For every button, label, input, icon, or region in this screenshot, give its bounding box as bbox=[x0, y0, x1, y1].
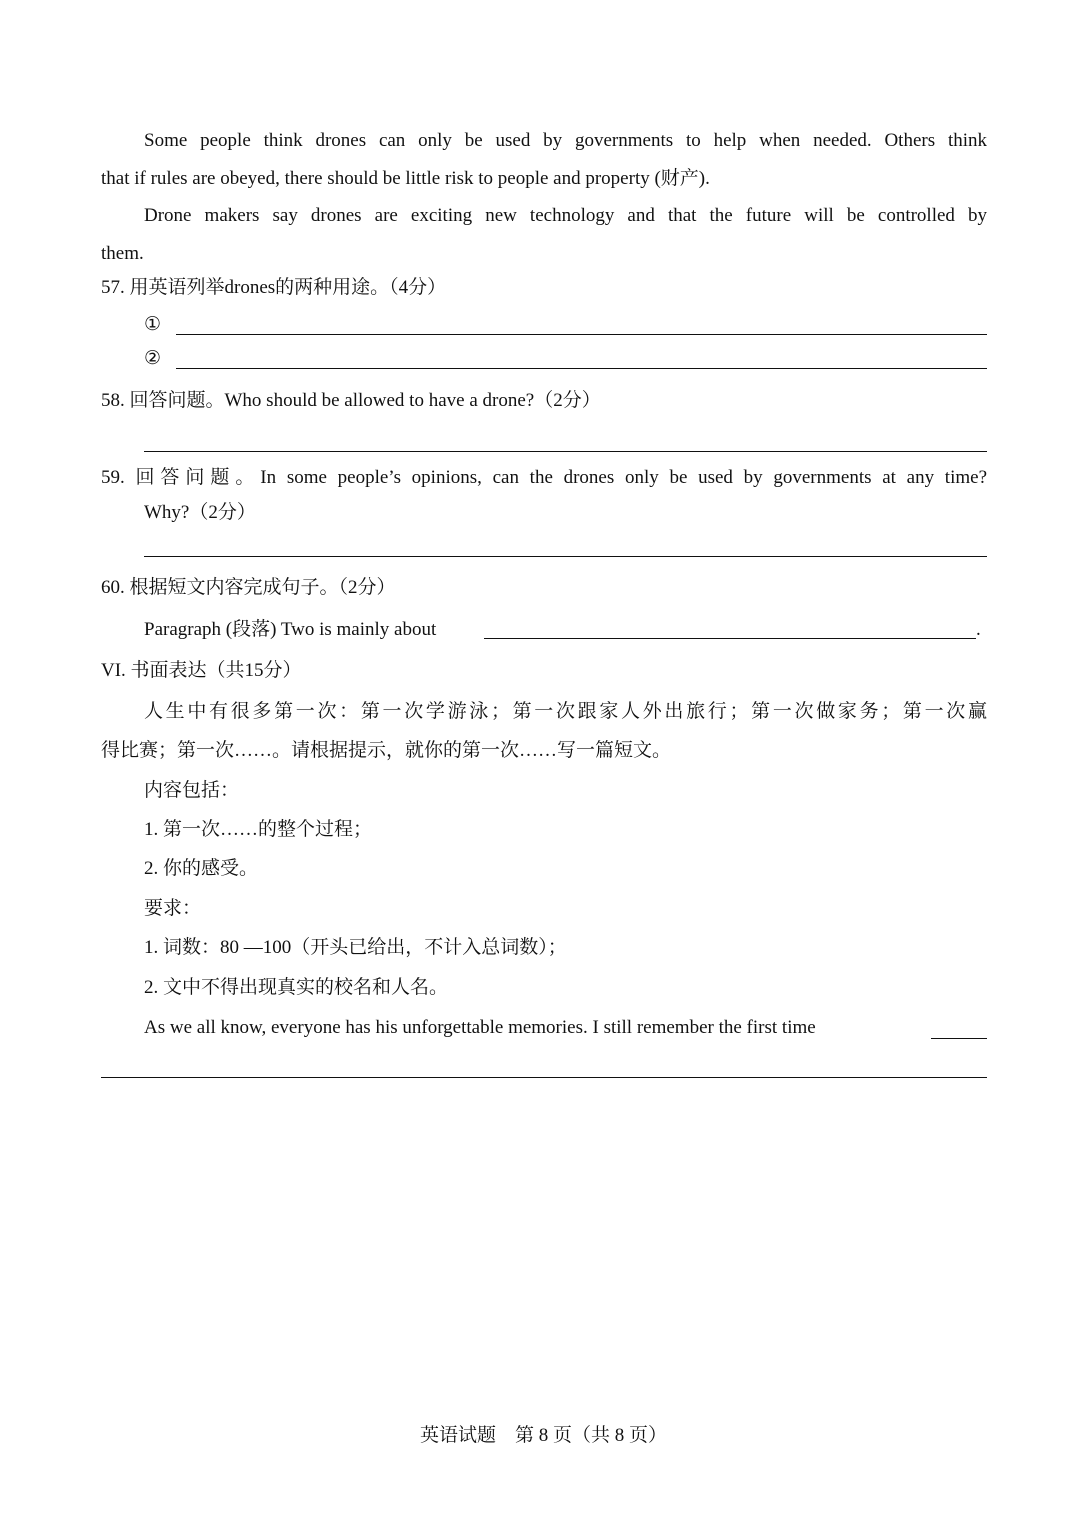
answer-mark-2: ② bbox=[144, 348, 162, 369]
passage-paragraph-2-line-1: Drone makers say drones are exciting new technology and that the future will be controlled by bbox=[144, 205, 987, 226]
essay-answer-line[interactable] bbox=[101, 1077, 987, 1078]
passage-paragraph-1-line-1: Some people think drones can only be used by governments to help when needed. Others think bbox=[144, 130, 987, 151]
section-6-heading: VI. 书面表达（共15分） bbox=[101, 660, 302, 681]
content-item-2: 2. 你的感受。 bbox=[144, 858, 259, 879]
question-58: 58. 回答问题。Who should be allowed to have a drone?（2分） bbox=[101, 390, 601, 411]
requirement-item-2: 2. 文中不得出现真实的校名和人名。 bbox=[144, 977, 449, 998]
q59-answer-line[interactable] bbox=[144, 556, 987, 557]
content-label: 内容包括： bbox=[144, 780, 240, 801]
q60-blank-line[interactable] bbox=[484, 638, 976, 639]
q60-sentence-suffix: . bbox=[976, 619, 981, 640]
q57-answer-line-1[interactable] bbox=[176, 334, 987, 335]
q58-answer-line[interactable] bbox=[144, 451, 987, 452]
question-59-line-2: Why?（2分） bbox=[144, 502, 256, 523]
requirement-item-1: 1. 词数：80 —100（开头已给出，不计入总词数）； bbox=[144, 937, 567, 958]
question-59-line-1: 59. 回答问题。In some people’s opinions, can the drones only be used by governments at any time? bbox=[101, 467, 987, 488]
answer-mark-1: ① bbox=[144, 314, 162, 335]
passage-paragraph-1-line-2: that if rules are obeyed, there should be little risk to people and property (财产). bbox=[101, 168, 710, 189]
section-6-intro-line-2: 得比赛；第一次……。请根据提示，就你的第一次……写一篇短文。 bbox=[101, 740, 672, 761]
content-item-1: 1. 第一次……的整个过程； bbox=[144, 819, 373, 840]
essay-starter-blank[interactable] bbox=[931, 1038, 987, 1039]
passage-paragraph-2-line-2: them. bbox=[101, 243, 144, 264]
page-footer: 英语试题 第 8 页（共 8 页） bbox=[419, 1425, 667, 1446]
section-6-intro-line-1: 人生中有很多第一次：第一次学游泳；第一次跟家人外出旅行；第一次做家务；第一次赢 bbox=[144, 701, 987, 722]
requirements-label: 要求： bbox=[144, 898, 202, 919]
q60-sentence-prefix: Paragraph (段落) Two is mainly about bbox=[144, 619, 437, 640]
question-57: 57. 用英语列举drones的两种用途。（4分） bbox=[101, 277, 447, 298]
q57-answer-line-2[interactable] bbox=[176, 368, 987, 369]
essay-starter: As we all know, everyone has his unforgettable memories. I still remember the first time bbox=[144, 1017, 816, 1038]
question-60: 60. 根据短文内容完成句子。（2分） bbox=[101, 577, 396, 598]
